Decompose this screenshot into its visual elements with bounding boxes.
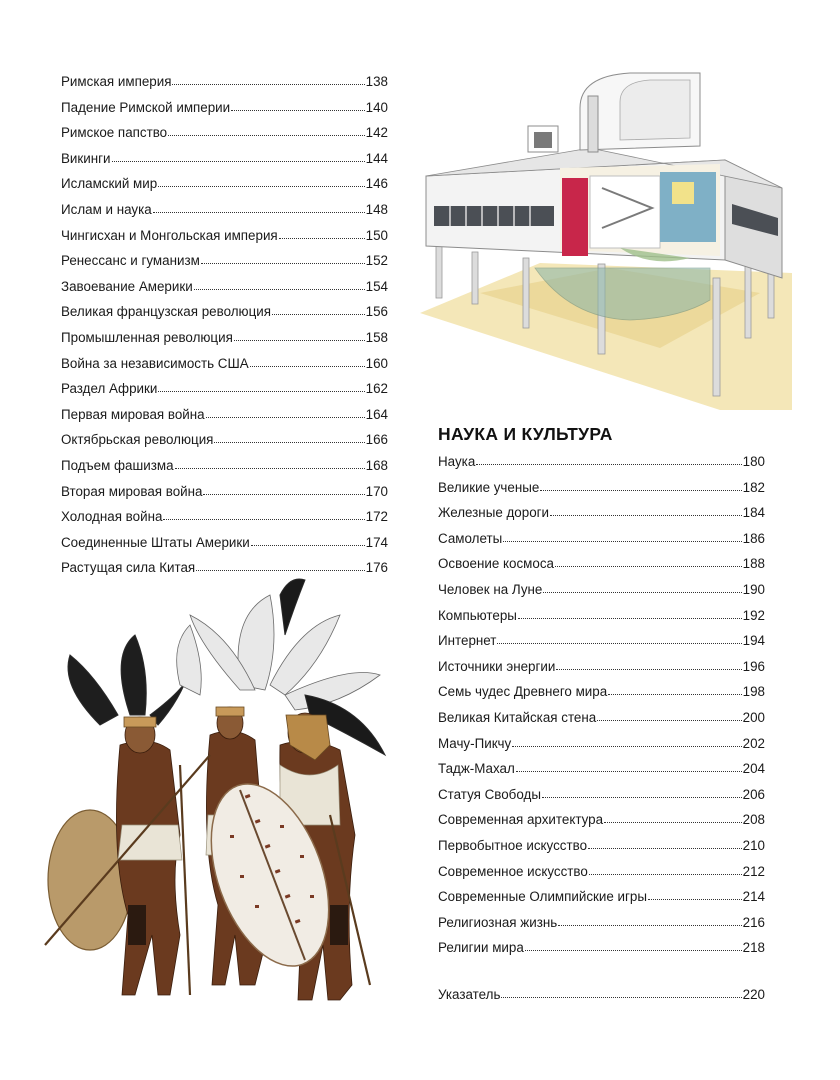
dot-leader: [497, 633, 741, 645]
entry-title: Интернет: [438, 633, 497, 649]
toc-entry[interactable]: [438, 628, 765, 654]
dot-leader: [231, 100, 365, 112]
entry-title: Падение Римской империи: [61, 99, 231, 115]
entry-title: Железные дороги: [438, 505, 550, 521]
entry-title: Римское папство: [61, 125, 168, 141]
entry-page: 146: [365, 176, 388, 192]
entry-page: 154: [365, 278, 388, 294]
dot-leader: [279, 228, 365, 240]
entry-title: Война за независимость США: [61, 355, 249, 371]
history-contents-list: [61, 69, 388, 581]
dot-leader: [168, 125, 365, 137]
dot-leader: [158, 381, 364, 393]
entry-title: Вторая мировая война: [61, 483, 203, 499]
toc-entry[interactable]: [61, 530, 388, 556]
dot-leader: [163, 509, 364, 521]
entry-title: Мачу-Пикчу: [438, 735, 512, 751]
entry-page: 192: [742, 607, 765, 623]
dot-leader: [558, 915, 741, 927]
entry-title: Первая мировая война: [61, 406, 205, 422]
index-entry[interactable]: [438, 982, 765, 1008]
dot-leader: [512, 736, 741, 748]
toc-entry[interactable]: [438, 859, 765, 885]
entry-page: 212: [742, 863, 765, 879]
entry-title: Религиозная жизнь: [438, 914, 558, 930]
entry-title: Освоение космоса: [438, 556, 554, 572]
dot-leader: [518, 608, 742, 620]
toc-entry[interactable]: [438, 884, 765, 910]
entry-title: Современное искусство: [438, 863, 588, 879]
entry-title: Компьютеры: [438, 607, 517, 623]
toc-entry[interactable]: [438, 756, 765, 782]
toc-entry[interactable]: [61, 351, 388, 377]
entry-page: 194: [742, 633, 765, 649]
entry-page: 168: [365, 457, 388, 473]
entry-page: 180: [742, 454, 765, 469]
toc-entry[interactable]: [438, 449, 765, 475]
toc-entry[interactable]: [61, 504, 388, 530]
toc-entry[interactable]: [438, 935, 765, 961]
toc-entry[interactable]: [438, 910, 765, 936]
dot-leader: [172, 74, 364, 86]
dot-leader: [234, 330, 365, 342]
entry-title: Наука: [438, 454, 476, 469]
entry-title: Религии мира: [438, 940, 524, 956]
entry-page: 142: [365, 125, 388, 141]
dot-leader: [175, 458, 365, 470]
dot-leader: [597, 710, 741, 722]
entry-page: 176: [365, 560, 388, 576]
entry-page: 160: [365, 355, 388, 371]
entry-page: 200: [742, 709, 765, 725]
dot-leader: [250, 356, 365, 368]
toc-entry[interactable]: [61, 479, 388, 505]
toc-entry[interactable]: [438, 500, 765, 526]
entry-title: Источники энергии: [438, 658, 556, 674]
entry-page: 138: [365, 74, 388, 89]
dot-leader: [550, 505, 742, 517]
dot-leader: [543, 582, 741, 594]
toc-entry[interactable]: [438, 526, 765, 552]
toc-entry[interactable]: [438, 603, 765, 629]
toc-entry[interactable]: [61, 120, 388, 146]
entry-title: Великая французская революция: [61, 304, 271, 320]
toc-entry[interactable]: [61, 376, 388, 402]
entry-page: 166: [365, 432, 388, 448]
warriors-illustration: [40, 575, 410, 1015]
dot-leader: [196, 560, 364, 572]
entry-title: Первобытное искусство: [438, 837, 588, 853]
entry-page: 216: [742, 914, 765, 930]
toc-entry[interactable]: [61, 274, 388, 300]
dot-leader: [540, 480, 741, 492]
entry-page: 218: [742, 940, 765, 956]
entry-page: 144: [365, 150, 388, 166]
dot-leader: [214, 432, 364, 444]
entry-page: 152: [365, 253, 388, 269]
toc-entry[interactable]: [61, 197, 388, 223]
entry-page: 196: [742, 658, 765, 674]
entry-title: Исламский мир: [61, 176, 158, 192]
dot-leader: [153, 202, 365, 214]
entry-page: 174: [365, 534, 388, 550]
entry-page: 188: [742, 556, 765, 572]
toc-entry[interactable]: [61, 69, 388, 95]
toc-entry[interactable]: [438, 577, 765, 603]
entry-page: 220: [742, 987, 765, 1002]
toc-entry[interactable]: [438, 475, 765, 501]
entry-page: 148: [365, 201, 388, 217]
entry-page: 158: [365, 329, 388, 345]
toc-entry[interactable]: [438, 679, 765, 705]
entry-page: 140: [365, 99, 388, 115]
toc-entry[interactable]: [438, 654, 765, 680]
dot-leader: [112, 151, 365, 163]
dot-leader: [194, 279, 365, 291]
dot-leader: [476, 454, 741, 466]
entry-title: Ренессанс и гуманизм: [61, 253, 200, 269]
entry-page: 164: [365, 406, 388, 422]
dot-leader: [206, 407, 365, 419]
entry-title: Раздел Африки: [61, 381, 158, 397]
section-heading-science-culture: НАУКА И КУЛЬТУРА: [438, 424, 613, 444]
entry-title: Статуя Свободы: [438, 786, 541, 802]
entry-title: Октябрьская революция: [61, 432, 214, 448]
entry-title: Растущая сила Китая: [61, 560, 196, 576]
dot-leader: [501, 987, 741, 999]
entry-title: Указатель: [438, 987, 501, 1002]
entry-page: 170: [365, 483, 388, 499]
entry-page: 162: [365, 381, 388, 397]
toc-entry[interactable]: [61, 146, 388, 172]
dot-leader: [272, 304, 365, 316]
toc-entry[interactable]: [438, 833, 765, 859]
dot-leader: [604, 812, 742, 824]
entry-title: Современная архитектура: [438, 812, 604, 828]
dot-leader: [556, 659, 741, 671]
entry-page: 206: [742, 786, 765, 802]
dot-leader: [542, 787, 742, 799]
toc-entry[interactable]: [438, 782, 765, 808]
entry-title: Самолеты: [438, 530, 503, 546]
entry-title: Чингисхан и Монгольская империя: [61, 227, 278, 243]
entry-page: 190: [742, 581, 765, 597]
dot-leader: [251, 535, 365, 547]
entry-title: Человек на Луне: [438, 581, 543, 597]
toc-entry[interactable]: [61, 427, 388, 453]
entry-title: Семь чудес Древнего мира: [438, 684, 608, 700]
entry-page: 214: [742, 889, 765, 905]
entry-title: Подъем фашизма: [61, 457, 174, 473]
dot-leader: [555, 556, 742, 568]
dot-leader: [503, 531, 741, 543]
toc-entry[interactable]: [61, 325, 388, 351]
index-entry-container: [438, 982, 765, 1008]
dot-leader: [203, 484, 364, 496]
toc-entry[interactable]: [61, 171, 388, 197]
entry-page: 202: [742, 735, 765, 751]
toc-entry[interactable]: [438, 807, 765, 833]
dot-leader: [158, 176, 365, 188]
science-contents-list: [438, 449, 765, 961]
entry-page: 156: [365, 304, 388, 320]
dot-leader: [588, 838, 742, 850]
toc-entry[interactable]: [61, 402, 388, 428]
entry-page: 184: [742, 505, 765, 521]
entry-title: Соединенные Штаты Америки: [61, 534, 250, 550]
dot-leader: [589, 864, 742, 876]
entry-title: Промышленная революция: [61, 329, 233, 345]
toc-entry[interactable]: [438, 551, 765, 577]
entry-page: 198: [742, 684, 765, 700]
dot-leader: [525, 940, 742, 952]
dot-leader: [648, 889, 742, 901]
toc-entry[interactable]: [61, 299, 388, 325]
entry-title: Тадж-Махал: [438, 761, 515, 777]
dot-leader: [201, 253, 365, 265]
toc-entry[interactable]: [61, 95, 388, 121]
toc-entry[interactable]: [438, 731, 765, 757]
entry-title: Великие ученые: [438, 479, 540, 495]
toc-entry[interactable]: [438, 705, 765, 731]
toc-entry[interactable]: [61, 453, 388, 479]
entry-page: 204: [742, 761, 765, 777]
entry-page: 150: [365, 227, 388, 243]
toc-entry[interactable]: [61, 248, 388, 274]
dot-leader: [608, 684, 741, 696]
entry-title: Современные Олимпийские игры: [438, 889, 647, 905]
entry-title: Великая Китайская стена: [438, 709, 597, 725]
entry-page: 182: [742, 479, 765, 495]
toc-entry[interactable]: [61, 223, 388, 249]
entry-page: 172: [365, 509, 388, 525]
entry-title: Завоевание Америки: [61, 278, 193, 294]
entry-title: Ислам и наука: [61, 201, 152, 217]
entry-title: Холодная война: [61, 509, 163, 525]
entry-page: 210: [742, 837, 765, 853]
entry-page: 208: [742, 812, 765, 828]
dot-leader: [516, 761, 742, 773]
entry-title: Викинги: [61, 150, 111, 166]
entry-title: Римская империя: [61, 74, 172, 89]
modern-villa-illustration: [420, 68, 792, 410]
entry-page: 186: [742, 530, 765, 546]
